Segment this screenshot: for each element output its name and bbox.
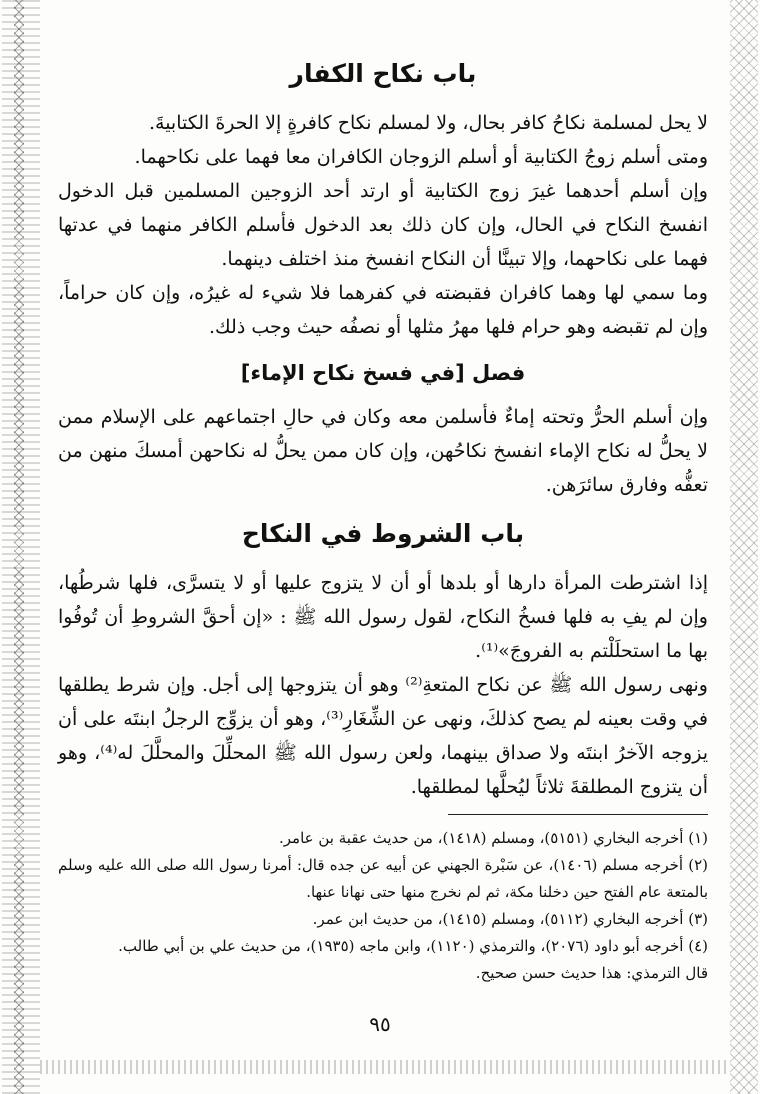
- page-content: [58, 56, 708, 987]
- bottom-margin-ornament: [40, 1060, 730, 1074]
- footnote: (٣) أخرجه البخاري (٥١١٢)، ومسلم (١٤١٥)، من حديث ابن عمر.: [312, 910, 708, 928]
- chapter-title-kuffar: باب نكاح الكفار: [289, 59, 477, 88]
- footnote: (١) أخرجه البخاري (٥١٥١)، ومسلم (١٤١٨)، من حديث عقبة بن عامر.: [279, 829, 708, 847]
- footnote: (٢) أخرجه مسلم (١٤٠٦)، عن سَبْرة الجهني عن أبيه عن جده قال: أمرنا رسول الله صلى الله عليه وسلم بالمتعة عام الفتح حين دخلنا مكة، ثم لم نخرج منها حتى نهانا عنها.: [58, 856, 708, 901]
- left-margin-pattern: [14, 0, 24, 1094]
- footnote: (٤) أخرجه أبو داود (٢٠٧٦)، والترمذي (١١٢٠)، وابن ماجه (١٩٣٥)، من حديث علي بن أبي طالب.: [118, 937, 708, 955]
- chapter-title-shurut: باب الشروط في النكاح: [241, 519, 525, 548]
- right-margin-ornament: [730, 0, 758, 1094]
- paragraph: لا يحل لمسلمة نكاحُ كافر بحال، ولا لمسلم نكاح كافرةٍ إلا الحرةَ الكتابيةَ.: [148, 112, 708, 134]
- footnote: قال الترمذي: هذا حديث حسن صحيح.: [475, 964, 708, 982]
- paragraph: وإن أسلم أحدهما غيرَ زوج الكتابية أو ارتد أحد الزوجين المسلمين قبل الدخول انفسخ النكاح في الحال، وإن كان ذلك بعد الدخول فأسلم الكافر منهما في عدتها فهما على نكاحهما، وإلا تبينَّا أن النكاح انفسخ منذ اختلف دينهما.: [58, 180, 708, 270]
- footnote-divider: [448, 814, 708, 815]
- paragraph: إذا اشترطت المرأة دارها أو بلدها أو أن لا يتزوج عليها أو لا يتسرَّى، فلها شرطُها، وإن لم يفِ به فلها فسخُ النكاح، لقول رسول الله ﷺ : «إن أحقَّ الشروطِ أن تُوفُوا بها ما استحلَلْتم به الفروجَ»⁽¹⁾.: [58, 572, 708, 662]
- section-title-ima: فصل [في فسخ نكاح الإماء]: [240, 361, 526, 385]
- paragraph: وما سمي لها وهما كافران فقبضته في كفرهما فلا شيء له غيرُه، وإن كان حراماً، وإن لم تقبضه وهو حرام فلها مهرُ مثلها أو نصفُه حيث وجب ذلك.: [58, 282, 708, 338]
- page-number: ٩٥: [369, 1012, 391, 1036]
- paragraph: ومتى أسلم زوجُ الكتابية أو أسلم الزوجان الكافران معا فهما على نكاحهما.: [134, 146, 708, 168]
- paragraph: وإن أسلم الحرُّ وتحته إماءٌ فأسلمن معه وكان في حالِ اجتماعهم على الإسلام ممن لا يحلُّ له نكاح الإماء انفسخ نكاحُهن، وإن كان ممن يحلُّ له نكاحهن أمسكَ منهن من تعفُّه وفارق سائرَهن.: [58, 406, 708, 496]
- paragraph: ونهى رسول الله ﷺ عن نكاح المتعةِ⁽²⁾ وهو أن يتزوجها إلى أجل. وإن شرط يطلقها في وقت بعينه لم يصح كذلكَ، ونهى عن الشِّغَارِ⁽³⁾، وهو أن يزوِّج الرجلُ ابنتَه على أن يزوجه الآخرُ ابنتَه ولا صداق بينهما، ولعن رسول الله ﷺ المحلِّلَ والمحلَّلَ له⁽⁴⁾، وهو أن يتزوج المطلقةَ ثلاثاً ليُحلَّها لمطلقها.: [58, 674, 708, 798]
